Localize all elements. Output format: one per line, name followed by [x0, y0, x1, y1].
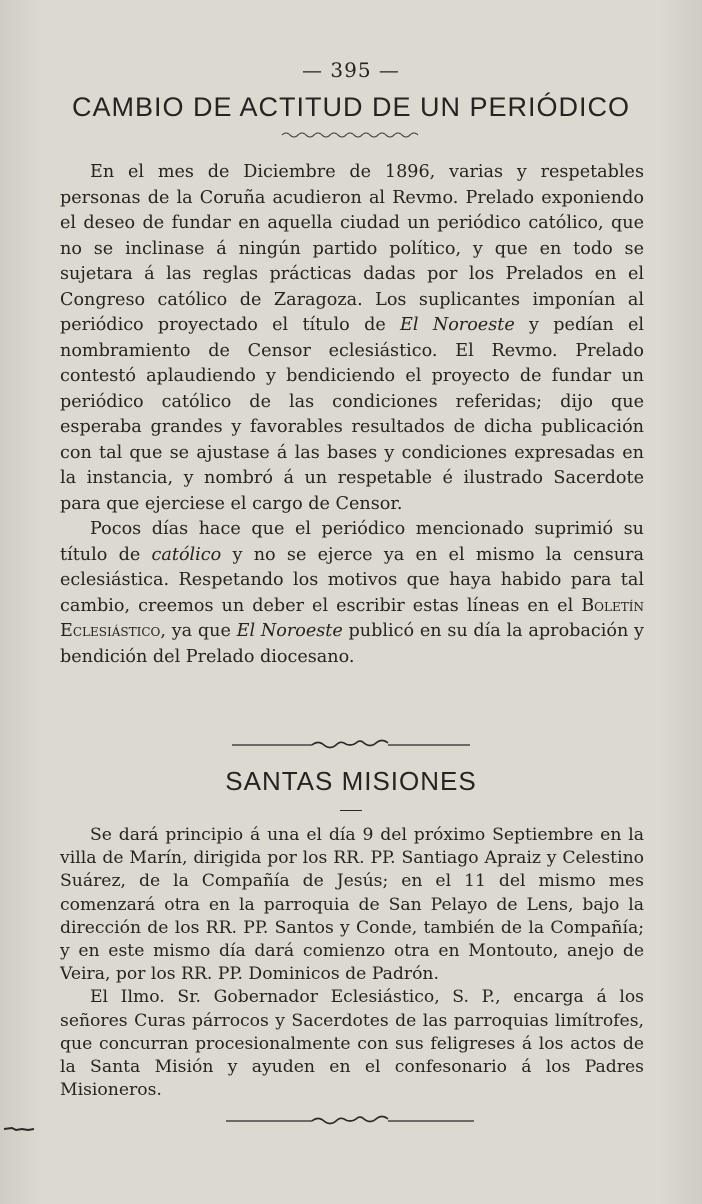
newspaper-name: El Noroeste: [236, 621, 343, 641]
text-run: publicó en su día la aprobación y bendición del Prelado diocesano.: [60, 621, 644, 667]
bulletin-name: Boletín Eclesiástico: [60, 595, 644, 641]
paragraph: [60, 160, 644, 517]
newspaper-name: El Noroeste: [400, 315, 515, 335]
paragraph: El Ilmo. Sr. Gobernador Eclesiástico, S. P., encarga á los señores Curas párrocos y Sacerdotes de las parroquias limítrofes, que concurran procesionalmente con sus feligreses á los actos de la Santa Misión y ayuden en el confesonario á los Padres Misioneros.: [60, 987, 644, 1101]
article-body-cambio: [60, 160, 644, 670]
text-run: , ya que: [160, 621, 237, 641]
wave-ornament: [280, 130, 420, 140]
title-dash: [340, 810, 362, 811]
page-number: — 395 —: [302, 58, 400, 82]
article-title-cambio: CAMBIO DE ACTITUD DE UN PERIÓDICO: [71, 92, 631, 122]
paragraph: Se dará principio á una el día 9 del próximo Septiembre en la villa de Marín, dirigida por los RR. PP. Santiago Apraiz y Celestino Suárez, de la Compañía de Jesús; en el 11 del mismo mes comenzará otra en la parroquia de San Pelayo de Lens, bajo la dirección de los RR. PP. Santos y Conde, también de la Compañía; y en este mismo día dará comienzo otra en Montouto, anejo de Veira, por los RR. PP. Dominicos de Padrón.: [60, 825, 644, 985]
article-body-misiones: [60, 824, 644, 1102]
italic-term: católico: [151, 544, 222, 565]
end-ornament: [226, 1114, 474, 1128]
divider-ornament: [232, 738, 470, 752]
text-run: Pocos días hace que el periódico mencionado suprimió su título de: [60, 519, 644, 565]
paragraph: [60, 517, 644, 670]
text-run: y no se ejerce ya en el mismo la censura eclesiástica. Respetando los motivos que haya habido para tal cambio, creemos un deber el escribir estas líneas en el: [60, 544, 644, 616]
ink-mark: [4, 1126, 34, 1132]
article-title-misiones: SANTAS MISIONES: [225, 766, 477, 796]
text-run: En el mes de Diciembre de 1896, varias y respetables personas de la Coruña acudieron al Revmo. Prelado exponiendo el deseo de fundar en aquella ciudad un periódico católico, que no se inclinase á ningún partido político, y que en todo se sujetara á las reglas prácticas dadas por los Prelados en el Congreso católico de Zaragoza. Los suplicantes imponían al periódico proyectado el título de: [60, 162, 644, 335]
text-run: y pedían el nombramiento de Censor eclesiástico. El Revmo. Prelado contestó aplaudiendo y bendiciendo el proyecto de fundar un periódico católico de las condiciones referidas; dijo que esperaba grandes y favorables resultados de dicha publicación con tal que se ajustase á las bases y condiciones expresadas en la instancia, y nombró á un respetable é ilustrado Sacerdote para que ejerciese el cargo de Censor.: [60, 315, 644, 514]
